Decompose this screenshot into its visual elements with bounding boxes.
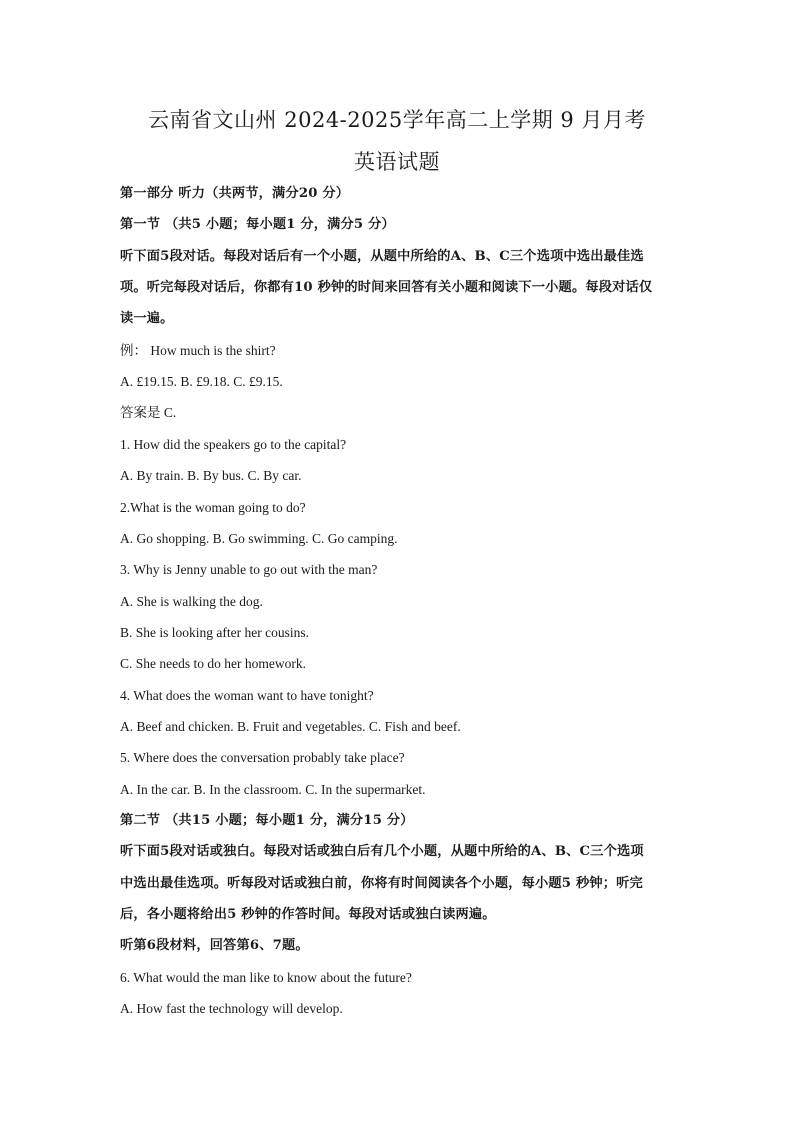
question-5-options: A. In the car. B. In the classroom. C. In the supermarket. — [120, 781, 426, 797]
document-title: 云南省文山州 2024-2025学年高二上学期 9 月月考 — [148, 108, 646, 132]
instruction-line: 读一遍。 — [120, 311, 174, 327]
question-2: 2.What is the woman going to do? — [120, 499, 306, 515]
section-heading-part-one: 第一部分 听力（共两节，满分20 分） — [120, 186, 350, 201]
document-subtitle: 英语试题 — [354, 150, 440, 174]
instruction-line: 中选出最佳选项。听每段对话或独白前，你将有时间阅读各个小题，每小题5 秒钟；听完 — [120, 875, 643, 891]
question-6-option-a: A. How fast the technology will develop. — [120, 1001, 343, 1017]
example-question: 例： How much is the shirt? — [120, 342, 276, 358]
material-heading: 听第6段材料，回答第6、7题。 — [120, 938, 309, 954]
section-heading-section-one: 第一节 （共5 小题；每小题1 分，满分5 分） — [120, 217, 395, 233]
question-5: 5. Where does the conversation probably take place? — [120, 750, 405, 766]
instruction-line: 项。听完每段对话后，你都有10 秒钟的时间来回答有关小题和阅读下一小题。每段对话仅 — [120, 280, 653, 296]
instruction-line: 听下面5段对话或独白。每段对话或独白后有几个小题，从题中所给的A、B、C三个选项 — [120, 844, 644, 860]
question-6: 6. What would the man like to know about the future? — [120, 969, 412, 985]
section-heading-section-two: 第二节 （共15 小题；每小题1 分，满分15 分） — [120, 813, 414, 828]
example-options: A. £19.15. B. £9.18. C. £9.15. — [120, 374, 283, 390]
question-3-option-c: C. She needs to do her homework. — [120, 656, 306, 672]
example-answer: 答案是 C. — [120, 405, 177, 421]
instruction-line: 听下面5段对话。每段对话后有一个小题，从题中所给的A、B、C三个选项中选出最佳选 — [120, 248, 644, 264]
question-2-options: A. Go shopping. B. Go swimming. C. Go camping. — [120, 530, 398, 546]
question-4-options: A. Beef and chicken. B. Fruit and vegetables. C. Fish and beef. — [120, 718, 461, 734]
question-1-options: A. By train. B. By bus. C. By car. — [120, 468, 302, 484]
question-4: 4. What does the woman want to have tonight? — [120, 687, 374, 703]
question-3-option-b: B. She is looking after her cousins. — [120, 624, 309, 640]
instruction-line: 后，各小题将给出5 秒钟的作答时间。每段对话或独白读两遍。 — [120, 907, 496, 923]
question-3: 3. Why is Jenny unable to go out with the man? — [120, 562, 378, 578]
question-3-option-a: A. She is walking the dog. — [120, 593, 263, 609]
question-1: 1. How did the speakers go to the capital? — [120, 436, 347, 452]
